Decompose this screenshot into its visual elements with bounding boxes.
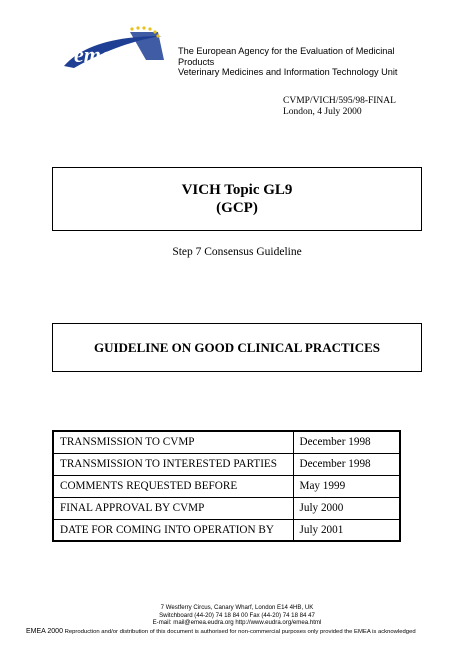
guideline-title: GUIDELINE ON GOOD CLINICAL PRACTICES xyxy=(93,339,381,355)
schedule-date: July 2000 xyxy=(293,497,400,519)
reference-date: London, 4 July 2000 xyxy=(283,107,362,117)
copyright-lead: EMEA 2000 xyxy=(26,628,63,635)
schedule-date: May 1999 xyxy=(293,475,400,497)
copyright-text: Reproduction and/or distribution of this document is authorised for non-commercial purposes only provided the EMEA is acknowledged xyxy=(64,629,416,635)
agency-line-3: Veterinary Medicines and Information Technology Unit xyxy=(178,67,398,77)
logo-text: emea xyxy=(74,42,122,67)
schedule-label: TRANSMISSION TO CVMP xyxy=(53,431,293,453)
table-row xyxy=(53,475,400,497)
step-label: Step 7 Consensus Guideline xyxy=(172,246,302,258)
schedule-table xyxy=(52,430,401,542)
schedule-label: TRANSMISSION TO INTERESTED PARTIES xyxy=(53,453,293,475)
schedule-label: FINAL APPROVAL BY CVMP xyxy=(53,497,293,519)
table-row xyxy=(53,497,400,519)
footer-phone: Switchboard (44-20) 74 18 84 00 Fax (44-20) 74 18 84 47 xyxy=(159,611,315,619)
topic-title: VICH Topic GL9 xyxy=(181,182,293,198)
agency-line-1: The European Agency for the Evaluation of Medicinal xyxy=(178,46,395,56)
document-reference xyxy=(283,96,396,118)
agency-line-2: Products xyxy=(178,56,215,67)
guideline-title-box xyxy=(52,323,422,372)
reference-code: CVMP/VICH/595/98-FINAL xyxy=(283,96,396,106)
emea-logo xyxy=(60,26,172,72)
footer-address: 7 Westferry Circus, Canary Wharf, London E14 4HB, UK xyxy=(160,604,314,611)
table-row xyxy=(53,431,400,453)
footer-web: E-mail: mail@emea.eudra.org http://www.eudra.org/emea.html xyxy=(152,619,322,627)
copyright-notice xyxy=(26,628,446,636)
schedule-date: December 1998 xyxy=(293,431,400,453)
topic-subtitle: (GCP) xyxy=(216,200,258,216)
emea-logo-graphic xyxy=(60,26,172,72)
footer-contact xyxy=(0,604,474,627)
schedule-label: DATE FOR COMING INTO OPERATION BY xyxy=(53,519,293,541)
topic-box xyxy=(52,167,422,231)
table-row xyxy=(53,453,400,475)
agency-name xyxy=(178,46,428,78)
schedule-date: July 2001 xyxy=(293,519,400,541)
table-row xyxy=(53,519,400,541)
schedule-date: December 1998 xyxy=(293,453,400,475)
schedule-label: COMMENTS REQUESTED BEFORE xyxy=(53,475,293,497)
